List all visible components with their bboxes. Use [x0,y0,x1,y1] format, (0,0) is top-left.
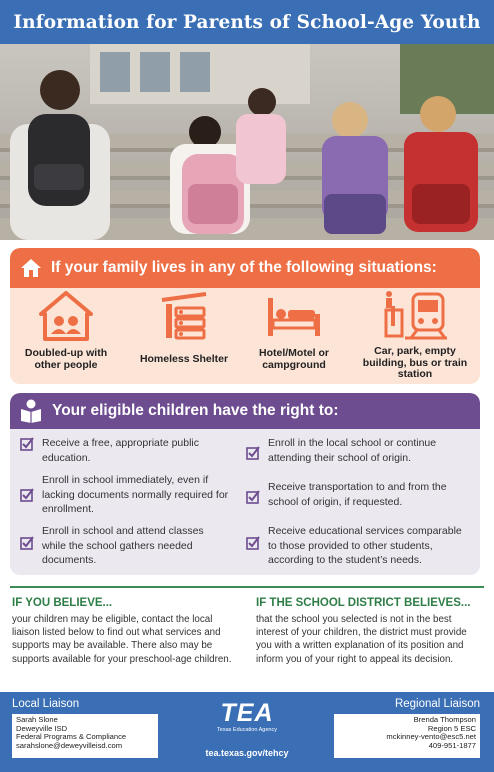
right-item: Receive transportation to and from the school of origin, if requested. [246,480,472,509]
situations-panel [10,248,480,384]
rights-title: Your eligible children have the right to: [52,402,339,419]
situations-header [10,248,480,288]
situation-label: Car, park, empty building, bus or train station [362,345,468,380]
checkbox-check-icon [20,437,34,451]
district-heading: IF THE SCHOOL DISTRICT BELIEVES... [256,597,471,609]
hero-photo [0,44,494,240]
regional-liaison-box: Brenda Thompson Region 5 ESC mckinney-vento@esc5.net 409-951-1877 [334,714,480,758]
situation-label: Doubled-up with other people [24,347,108,371]
page-title: Information for Parents of School-Age Youth [13,11,481,33]
situation-shelter [134,290,234,366]
rights-panel [10,393,480,575]
right-item: Enroll in school immediately, even if lacking documents normally required for enrollment. [20,473,230,517]
car-bus-train-icon [383,290,447,342]
footer [0,692,494,772]
tea-url-link[interactable]: tea.texas.gov/tehcy [205,748,289,758]
checkbox-check-icon [246,536,260,550]
rights-header [10,393,480,429]
tea-logo-text: TEA [220,699,274,727]
checkbox-check-icon [20,536,34,550]
right-item: Receive a free, appropriate public education. [20,436,230,465]
page-header [0,0,494,44]
believe-text: your children may be eligible, contact the local liaison listed below to find out what services and supports may be available. There also may be supports available for your preschool-age children. [12,614,232,665]
checkbox-check-icon [20,488,34,502]
home-icon [20,258,42,278]
section-divider [10,586,484,588]
situation-label: Homeless Shelter [139,353,229,365]
regional-liaison-label: Regional Liaison [394,698,480,710]
local-liaison-box: Sarah Slone Deweyville ISD Federal Programs & Compliance sarahslone@deweyvilleisd.com [12,714,158,758]
situation-doubled-up [16,290,116,371]
right-item: Receive educational services comparable to those provided to other students, according to the student’s needs. [246,524,472,568]
situation-hotel [244,290,344,371]
right-item: Enroll in school and attend classes while the school gathers needed documents. [20,524,230,568]
reading-child-icon [20,399,42,423]
checkbox-check-icon [246,446,260,460]
situations-title: If your family lives in any of the following situations: [51,259,437,276]
local-liaison-label: Local Liaison [12,698,80,710]
district-text: that the school you selected is not in the best interest of your children, the district must provide you with a written explanation of its position and inform you of your right to appeal its decision. [256,614,467,665]
situation-label: Hotel/Motel or campground [259,347,329,371]
doubled-up-house-icon [38,290,94,342]
situation-car-bus-train [360,290,470,381]
right-item: Enroll in the local school or continue attending their school of origin. [246,436,472,465]
hotel-bed-icon [264,290,324,342]
tea-logo [205,700,289,733]
checkbox-check-icon [246,490,260,504]
tea-logo-subtitle: Texas Education Agency [217,727,277,733]
believe-heading: IF YOU BELIEVE... [12,597,113,609]
homeless-shelter-icon [156,290,212,342]
